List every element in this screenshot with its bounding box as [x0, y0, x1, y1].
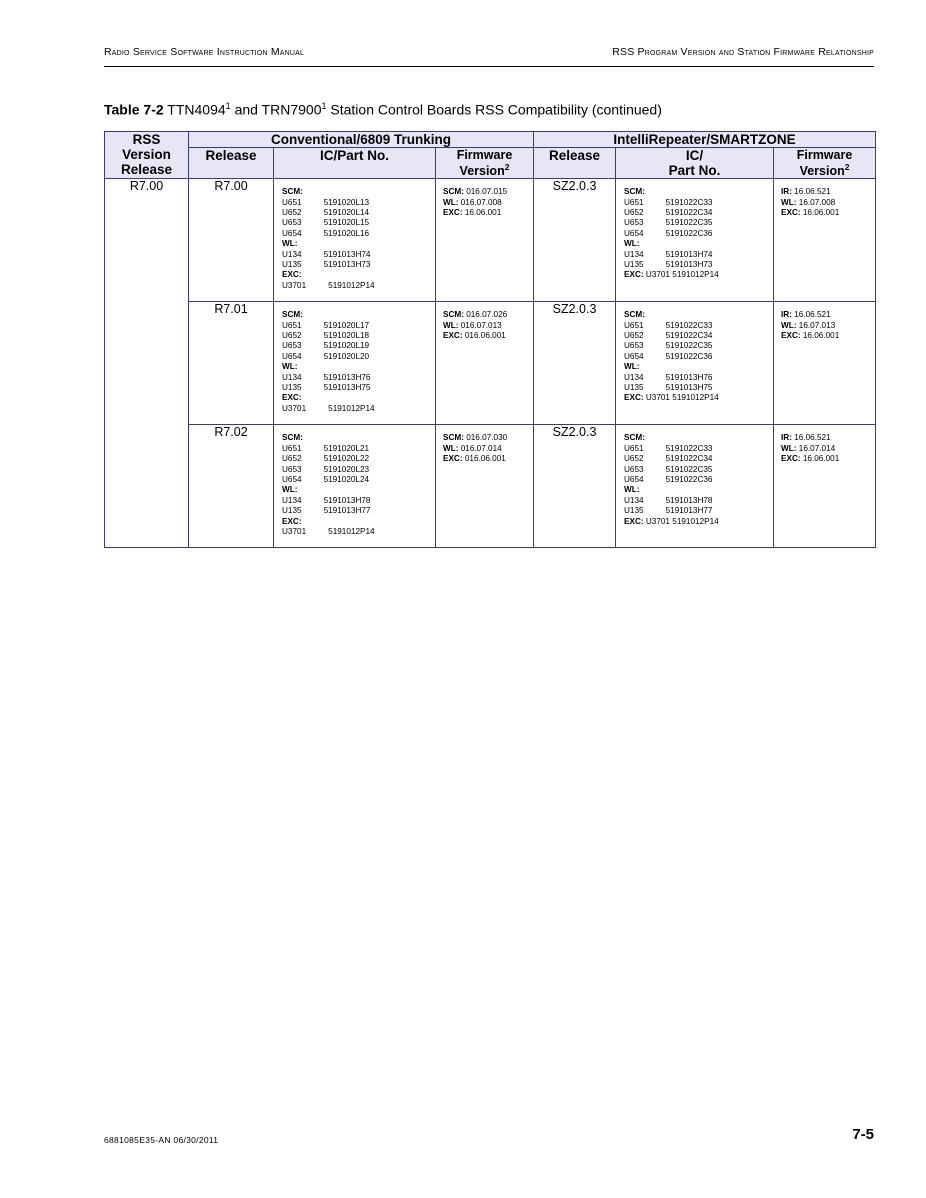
part-group-label: SCM: — [624, 433, 645, 443]
part-group-label: WL: — [624, 239, 640, 249]
part-entry: EXC: U3701 5191012P14 — [624, 516, 719, 526]
part-entry: U654 5191020L16 — [282, 228, 370, 238]
part-entry: U135 5191013H73 — [624, 260, 713, 269]
part-group-label: EXC: — [282, 516, 302, 526]
firmware-entry: WL: 16.07.008 — [781, 197, 836, 207]
running-head-left: Radio Service Software Instruction Manual — [104, 46, 305, 58]
header-intelli-ic-line2: Part No. — [668, 163, 721, 178]
part-group-label: EXC: — [282, 270, 302, 280]
table-row — [105, 179, 876, 302]
part-entry: U3701 5191012P14 — [282, 403, 375, 413]
footer-document-id: 6881085E35-AN 06/30/2011 — [104, 1135, 219, 1145]
part-entry: U651 5191022C33 — [624, 197, 713, 207]
cell-intelli-parts — [616, 179, 774, 302]
part-entry: U651 5191022C33 — [624, 320, 713, 330]
firmware-entry: EXC: 16.06.001 — [781, 454, 840, 464]
firmware-entry: EXC: 016.06.001 — [443, 454, 506, 464]
part-entry: U651 5191020L21 — [282, 443, 370, 453]
part-group-label: WL: — [624, 485, 640, 495]
cell-intelli-parts — [616, 425, 774, 548]
cell-conventional-parts — [274, 302, 436, 425]
header-conventional-firmware-version — [436, 148, 534, 179]
part-entry: U134 5191013H74 — [624, 249, 713, 259]
firmware-entry: WL: 16.07.013 — [781, 320, 836, 330]
part-entry: U3701 5191012P14 — [282, 280, 375, 290]
table-row — [105, 302, 876, 425]
part-entry: U135 5191013H73 — [282, 260, 371, 269]
firmware-entry: SCM: 016.07.030 — [443, 433, 508, 443]
cell-intelli-parts — [616, 302, 774, 425]
part-entry: U3701 5191012P14 — [282, 526, 375, 536]
part-group-label: SCM: — [282, 187, 303, 197]
part-entry: U652 5191022C34 — [624, 331, 713, 341]
firmware-entry: EXC: 16.06.001 — [781, 331, 840, 341]
part-entry: U654 5191022C36 — [624, 474, 713, 484]
cell-conventional-firmware — [436, 179, 534, 302]
part-group-label: SCM: — [282, 310, 303, 320]
part-entry: U135 5191013H77 — [282, 506, 371, 516]
firmware-entry: IR: 16.06.521 — [781, 187, 831, 197]
firmware-entry: EXC: 016.06.001 — [443, 331, 506, 341]
table-caption — [104, 101, 662, 118]
header-conventional-group: Conventional/6809 Trunking — [189, 132, 534, 148]
part-group-label: WL: — [282, 239, 298, 249]
running-head — [104, 46, 874, 58]
cell-intelli-release: SZ2.0.3 — [534, 302, 616, 425]
part-entry: U653 5191020L23 — [282, 464, 370, 474]
part-entry: EXC: U3701 5191012P14 — [624, 393, 719, 403]
firmware-entry: IR: 16.06.521 — [781, 433, 831, 443]
firmware-entry: WL: 16.07.014 — [781, 443, 836, 453]
part-group-label: SCM: — [282, 433, 303, 443]
header-intelli-release: Release — [534, 148, 616, 179]
table-caption-after: Station Control Boards RSS Compatibility (continued) — [330, 101, 662, 118]
table-header-column-row — [105, 148, 876, 179]
header-intellirepeater-group: IntelliRepeater/SMARTZONE — [534, 132, 876, 148]
firmware-entry: SCM: 016.07.015 — [443, 187, 508, 197]
part-entry: U651 5191020L13 — [282, 197, 370, 207]
header-intelli-firmware-version — [774, 148, 876, 179]
compatibility-table — [104, 131, 876, 548]
cell-conventional-parts — [274, 425, 436, 548]
firmware-entry: EXC: 16.06.001 — [781, 208, 840, 218]
part-entry: U134 5191013H74 — [282, 249, 371, 259]
table-caption-before: TTN4094 — [167, 101, 226, 118]
firmware-entry: WL: 016.07.014 — [443, 443, 502, 453]
table-header-group-row — [105, 132, 876, 148]
part-entry: U653 5191022C35 — [624, 464, 713, 474]
part-entry: U652 5191022C34 — [624, 454, 713, 464]
header-conv-fw-line1: Firmware — [456, 148, 513, 162]
part-entry: U653 5191022C35 — [624, 218, 713, 228]
header-conventional-ic-part-no: IC/Part No. — [274, 148, 436, 179]
cell-conventional-release: R7.02 — [189, 425, 274, 548]
part-entry: U654 5191022C36 — [624, 228, 713, 238]
part-group-label: WL: — [282, 362, 298, 372]
table-row — [105, 425, 876, 548]
cell-intelli-release: SZ2.0.3 — [534, 425, 616, 548]
table-caption-sup2: 1 — [321, 101, 327, 111]
part-entry: U652 5191020L18 — [282, 331, 370, 341]
header-rss-line3: Release — [120, 162, 173, 177]
header-rss-line2: Version — [122, 147, 171, 162]
cell-intelli-firmware — [774, 179, 876, 302]
cell-rss-version: R7.00 — [105, 179, 189, 548]
part-entry: U134 5191013H78 — [624, 495, 713, 505]
cell-conventional-firmware — [436, 425, 534, 548]
part-group-label: EXC: — [282, 393, 302, 403]
part-entry: EXC: U3701 5191012P14 — [624, 270, 719, 280]
part-entry: U654 5191020L20 — [282, 351, 370, 361]
part-entry: U135 5191013H75 — [624, 383, 713, 393]
part-entry: U653 5191020L19 — [282, 341, 370, 351]
compatibility-table-wrapper — [104, 131, 875, 548]
part-entry: U652 5191020L14 — [282, 207, 370, 217]
header-intelli-fw-line1: Firmware — [796, 148, 853, 162]
running-head-right: RSS Program Version and Station Firmware Relationship — [612, 46, 874, 58]
part-group-label: WL: — [624, 362, 640, 372]
firmware-entry: IR: 16.06.521 — [781, 310, 831, 320]
header-intelli-ic-part-no — [616, 148, 774, 179]
cell-intelli-firmware — [774, 302, 876, 425]
firmware-entry: EXC: 16.06.001 — [443, 208, 502, 218]
table-caption-sup1: 1 — [225, 101, 231, 111]
header-divider — [104, 66, 874, 67]
cell-intelli-firmware — [774, 425, 876, 548]
header-rss-line1: RSS — [132, 132, 161, 147]
cell-conventional-release: R7.00 — [189, 179, 274, 302]
part-entry: U654 5191022C36 — [624, 351, 713, 361]
header-conv-fw-line2: Version$^2$ — [459, 162, 510, 179]
firmware-entry: SCM: 016.07.026 — [443, 310, 508, 320]
page-number: 7-5 — [852, 1126, 874, 1143]
part-group-label: SCM: — [624, 187, 645, 197]
part-entry: U135 5191013H77 — [624, 506, 713, 516]
part-group-label: WL: — [282, 485, 298, 495]
part-entry: U134 5191013H78 — [282, 495, 371, 505]
part-entry: U135 5191013H75 — [282, 383, 371, 393]
firmware-entry: WL: 016.07.013 — [443, 320, 502, 330]
cell-conventional-release: R7.01 — [189, 302, 274, 425]
part-entry: U651 5191020L17 — [282, 320, 370, 330]
part-entry: U134 5191013H76 — [282, 372, 371, 382]
part-entry: U653 5191022C35 — [624, 341, 713, 351]
table-caption-label: Table 7-2 — [104, 101, 164, 118]
firmware-entry: WL: 016.07.008 — [443, 197, 502, 207]
header-intelli-ic-line1: IC/ — [685, 148, 704, 163]
part-entry: U651 5191022C33 — [624, 443, 713, 453]
part-entry: U653 5191020L15 — [282, 218, 370, 228]
header-rss-version-release — [105, 132, 189, 179]
header-conventional-release: Release — [189, 148, 274, 179]
cell-intelli-release: SZ2.0.3 — [534, 179, 616, 302]
part-group-label: SCM: — [624, 310, 645, 320]
cell-conventional-firmware — [436, 302, 534, 425]
header-intelli-fw-line2: Version$^2$ — [799, 162, 850, 179]
part-entry: U652 5191020L22 — [282, 454, 370, 464]
cell-conventional-parts — [274, 179, 436, 302]
part-entry: U654 5191020L24 — [282, 474, 370, 484]
part-entry: U652 5191022C34 — [624, 207, 713, 217]
part-entry: U134 5191013H76 — [624, 372, 713, 382]
table-caption-middle: and TRN7900 — [234, 101, 322, 118]
